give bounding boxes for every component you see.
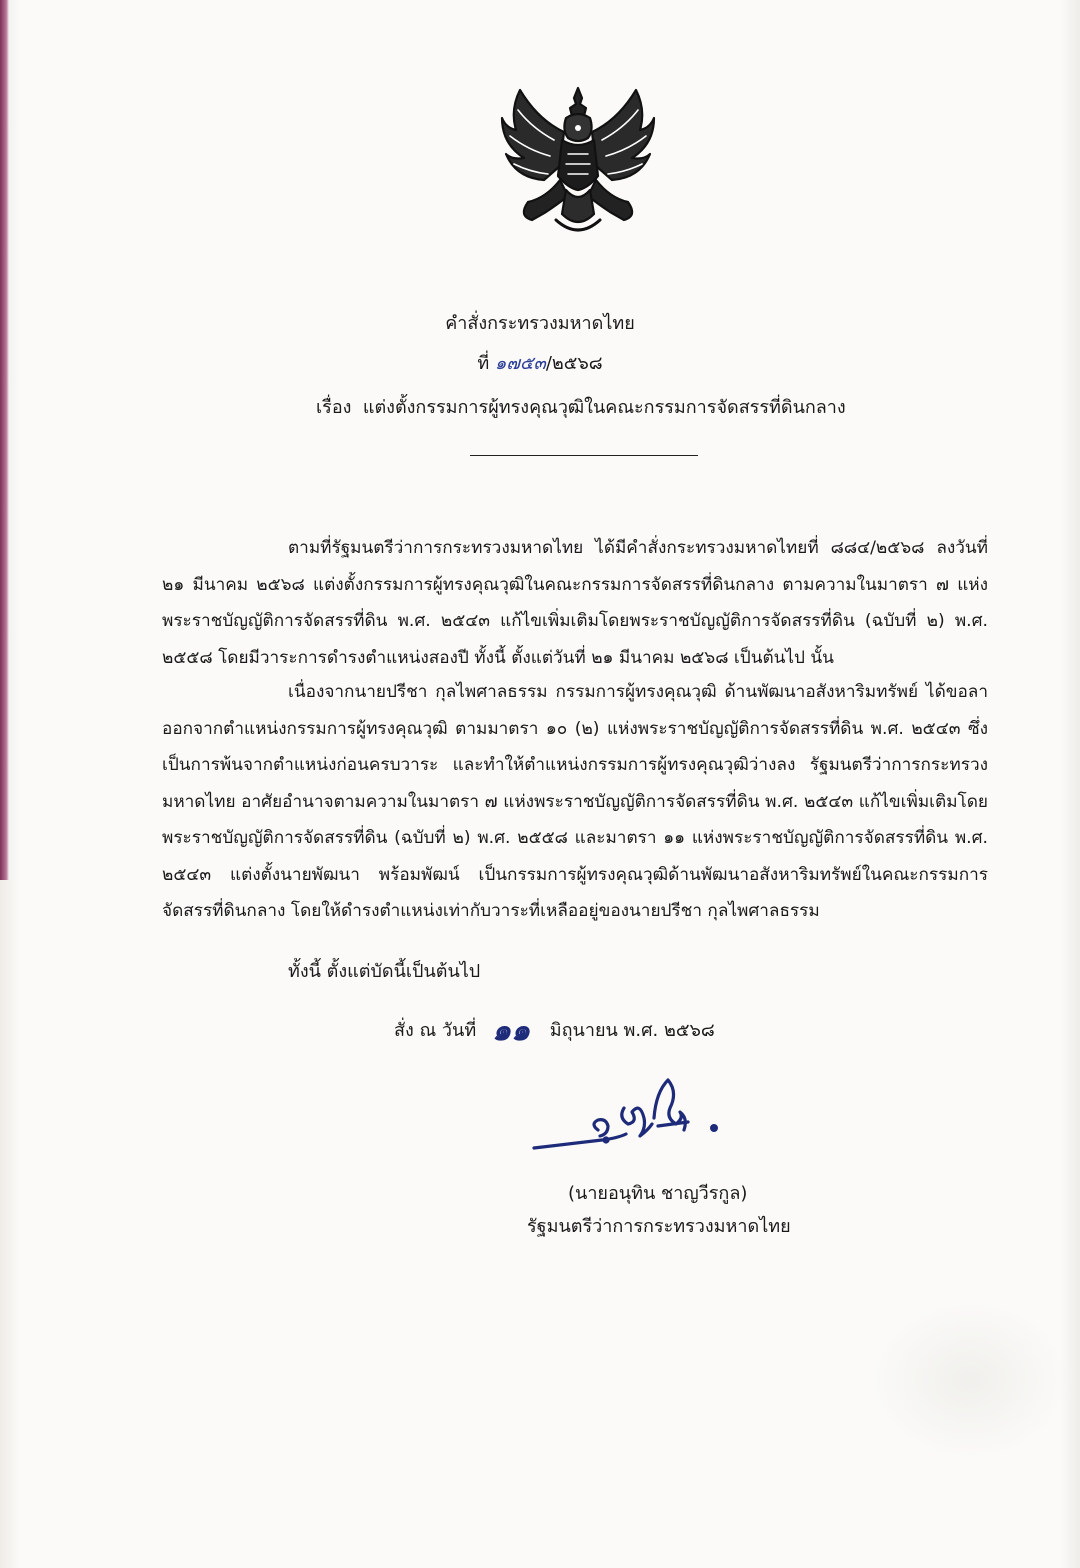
scan-edge: [0, 0, 9, 880]
date-prefix: สั่ง ณ วันที่: [394, 1020, 477, 1041]
paragraph-2-text: เนื่องจากนายปรีชา กุลไพศาลธรรม กรรมการผู้ทรงคุณวุฒิ ด้านพัฒนาอสังหาริมทรัพย์ ได้ขอลาออกจากตำแหน่งกรรมการผู้ทรงคุณวุฒิ ตามมาตรา ๑๐ (๒) แห่งพระราชบัญญัติการจัดสรรที่ดิน พ.ศ. ๒๕๔๓ ซึ่งเป็นการพ้นจากตำแหน่งก่อนครบวาระ และทำให้ตำแหน่งกรรมการผู้ทรงคุณวุฒิว่างลง รัฐมนตรีว่าการกระทรวงมหาดไทย อาศัยอำนาจตามความในมาตรา ๗ แห่งพระราชบัญญัติการจัดสรรที่ดิน พ.ศ. ๒๕๔๓ แก้ไขเพิ่มเติมโดยพระราชบัญญัติการจัดสรรที่ดิน (ฉบับที่ ๒) พ.ศ. ๒๕๕๘ และมาตรา ๑๑ แห่งพระราชบัญญัติการจัดสรรที่ดิน พ.ศ. ๒๕๔๓ แต่งตั้งนายพัฒนา พร้อมพัฒน์ เป็นกรรมการผู้ทรงคุณวุฒิด้านพัฒนาอสังหาริมทรัพย์ในคณะกรรมการจัดสรรที่ดินกลาง โดยให้ดำรงตำแหน่งเท่ากับวาระที่เหลืออยู่ของนายปรีชา กุลไพศาลธรรม: [162, 682, 988, 921]
order-subject: [316, 392, 846, 421]
signer-title: รัฐมนตรีว่าการกระทรวงมหาดไทย: [527, 1216, 791, 1237]
garuda-emblem-icon: [498, 80, 658, 242]
body-paragraph-2: [162, 674, 988, 930]
order-number-suffix: /๒๕๖๘: [545, 353, 603, 374]
order-number: [0, 348, 1080, 377]
date-day-handwritten: ๑๑: [491, 1013, 531, 1048]
subject-label: เรื่อง: [316, 397, 352, 418]
order-number-prefix: ที่: [477, 353, 490, 374]
body-paragraph-1: [162, 530, 988, 676]
order-title: คำสั่งกระทรวงมหาดไทย: [445, 313, 635, 334]
handwritten-signature: [528, 1078, 728, 1158]
date-month-year: มิถุนายน พ.ศ. ๒๕๖๘: [549, 1020, 715, 1041]
issue-date: [394, 1003, 715, 1050]
title-divider: [470, 455, 698, 456]
subject-text: แต่งตั้งกรรมการผู้ทรงคุณวุฒิในคณะกรรมการจัดสรรที่ดินกลาง: [362, 397, 846, 418]
effective-clause: ทั้งนี้ ตั้งแต่บัดนี้เป็นต้นไป: [288, 961, 481, 982]
order-number-handwritten: ๑๗๕๓: [494, 353, 546, 374]
paragraph-1-text: ตามที่รัฐมนตรีว่าการกระทรวงมหาดไทย ได้มีคำสั่งกระทรวงมหาดไทยที่ ๘๘๔/๒๕๖๘ ลงวันที่ ๒๑ มีนาคม ๒๕๖๘ แต่งตั้งกรรมการผู้ทรงคุณวุฒิในคณะกรรมการจัดสรรที่ดินกลาง ตามความในมาตรา ๗ แห่งพระราชบัญญัติการจัดสรรที่ดิน พ.ศ. ๒๕๔๓ แก้ไขเพิ่มเติมโดยพระราชบัญญัติการจัดสรรที่ดิน (ฉบับที่ ๒) พ.ศ. ๒๕๕๘ โดยมีวาระการดำรงตำแหน่งสองปี ทั้งนี้ ตั้งแต่วันที่ ๒๑ มีนาคม ๒๕๖๘ เป็นต้นไป นั้น: [162, 538, 988, 668]
signer-name: (นายอนุทิน ชาญวีรกูล): [568, 1183, 748, 1204]
scan-shadow: [870, 1300, 1070, 1460]
